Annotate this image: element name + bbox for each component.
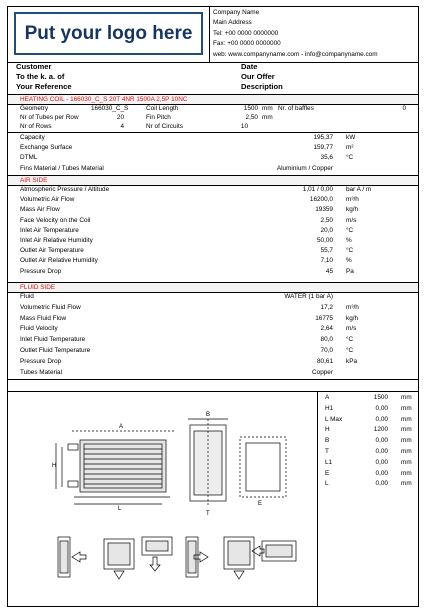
dimension-key: E (325, 469, 330, 477)
date-label: Date (241, 62, 258, 71)
dimension-unit: mm (401, 469, 412, 477)
fin-pitch-unit: mm (262, 114, 273, 121)
company-info (213, 8, 418, 60)
air-row (8, 216, 418, 226)
row-unit: Pa (346, 267, 354, 275)
row-unit: °C (346, 154, 354, 162)
row-unit: bar A / m (346, 186, 372, 193)
row-label: Face Velocity on the Coil (20, 216, 91, 224)
row-value: Copper (312, 368, 333, 376)
row-value: 2,50 (320, 216, 333, 224)
row-label: Inlet Air Temperature (20, 226, 79, 234)
company-tel: Tel: +00 0000 0000000 (213, 29, 279, 37)
offer-label: Our Offer (241, 72, 275, 81)
front-view (56, 431, 174, 504)
dimension-value: 0,00 (375, 437, 388, 445)
row-value: 195,37 (313, 134, 333, 141)
performance-row (8, 164, 418, 174)
fluid-title: FLUID SIDE (20, 284, 56, 291)
dimension-unit: mm (401, 480, 412, 488)
dimension-row (318, 415, 419, 426)
dimension-value: 0,00 (375, 404, 388, 412)
fin-pitch-value: 2,50 (245, 114, 258, 121)
row-value: 16200,0 (309, 196, 333, 204)
dimension-unit: mm (401, 426, 412, 434)
fluid-row (8, 357, 418, 367)
logo-cell (8, 7, 210, 62)
performance-row (8, 153, 418, 163)
baffles-label: Nr. of baffles (278, 105, 314, 112)
tubes-value: 20 (116, 114, 124, 121)
dim-label-a: A (119, 424, 124, 430)
rows-value: 4 (120, 123, 124, 130)
row-unit: % (346, 257, 352, 265)
dimension-unit: mm (401, 458, 412, 466)
row-label: Outlet Air Temperature (20, 247, 84, 255)
logo-placeholder: Put your logo here (14, 12, 203, 55)
dimension-unit: mm (401, 415, 412, 423)
row-value: 50,00 (317, 237, 333, 244)
row-label: Tubes Material (20, 368, 63, 376)
row-label: Outlet Fluid Temperature (20, 347, 91, 354)
row-value: 70,0 (320, 347, 333, 354)
dimension-value: 1500 (373, 394, 388, 401)
dimensions-table (317, 391, 419, 606)
divider (8, 379, 418, 380)
baffles-value: 0 (402, 105, 406, 112)
dimension-key: L1 (325, 458, 333, 466)
dimension-unit: mm (401, 448, 412, 455)
row-label: DTML (20, 154, 38, 162)
coil-technical-drawing (12, 397, 316, 602)
row-unit: kPa (346, 357, 358, 365)
dimension-row (318, 479, 419, 490)
dimension-value: 0,00 (375, 480, 388, 488)
geometry-label: Geometry (20, 105, 49, 112)
dimension-row (318, 447, 419, 458)
dimension-key: H1 (325, 404, 334, 412)
dim-label-h: H (52, 463, 57, 469)
company-address: Main Address (213, 19, 252, 27)
row-unit: m/s (346, 216, 357, 224)
row-value: 20,0 (320, 226, 333, 234)
air-row (8, 195, 418, 205)
air-row (8, 246, 418, 256)
row-unit: m² (346, 144, 354, 152)
row-value: 16775 (315, 314, 333, 322)
divider (8, 62, 418, 63)
row-label: Mass Air Flow (20, 206, 60, 214)
row-label: Exchange Surface (20, 144, 73, 152)
air-row (8, 185, 418, 195)
dimension-unit: mm (401, 437, 412, 445)
row-label: Inlet Fluid Temperature (20, 336, 86, 344)
circuits-value: 10 (240, 123, 248, 130)
dimension-row (318, 393, 419, 404)
coil-length-value: 1500 (243, 105, 258, 112)
dimension-unit: mm (401, 404, 412, 412)
fluid-row (8, 314, 418, 324)
row-value: 1,01 / 0,00 (302, 186, 333, 193)
row-value: 80,61 (317, 357, 333, 365)
row-label: Outlet Air Relative Humidity (20, 257, 98, 265)
row-label: Mass Fluid Flow (20, 314, 67, 322)
row-label: Volumetric Air Flow (20, 196, 75, 204)
dim-label-e: E (258, 501, 263, 507)
row-unit: m³/h (346, 196, 359, 204)
side-view (188, 419, 228, 507)
dimension-row (318, 436, 419, 447)
rows-row (8, 122, 418, 132)
description-label: Description (241, 82, 283, 91)
row-label: Pressure Drop (20, 267, 62, 275)
coil-title: HEATING COIL - 166030_C_S 20T 4NR 1500A 2,5P 10NC (20, 96, 188, 103)
row-unit: kg/h (346, 314, 359, 322)
air-title: AIR SIDE (20, 177, 48, 184)
performance-row (8, 143, 418, 153)
coil-length-unit: mm (262, 105, 273, 112)
row-unit: m³/h (346, 303, 359, 311)
row-unit: °C (346, 336, 354, 344)
performance-row (8, 133, 418, 143)
row-label: Pressure Drop (20, 357, 62, 365)
dim-label-b: B (206, 412, 211, 418)
row-value: 45 (325, 267, 333, 275)
row-value: WATER (1 bar A) (284, 293, 333, 300)
dimension-row (318, 404, 419, 415)
fin-pitch-label: Fin Pitch (146, 114, 171, 121)
dimension-row (318, 469, 419, 480)
top-view (240, 437, 286, 497)
circuits-label: Nr of Circuits (146, 123, 183, 130)
rows-label: Nr of Rows (20, 123, 52, 130)
customer-label: Customer (16, 62, 52, 71)
orientation-diagrams (58, 537, 296, 579)
row-label: Fins Material / Tubes Material (20, 164, 104, 172)
coil-length-label: Coil Length (146, 105, 179, 112)
row-value: 80,0 (320, 336, 333, 344)
row-value: 7,10 (320, 257, 333, 265)
row-label: Inlet Air Relative Humidity (20, 237, 93, 244)
dimension-value: 0,00 (375, 448, 388, 455)
row-unit: kW (346, 134, 356, 141)
reference-label: Your Reference (16, 82, 72, 91)
row-label: Capacity (20, 134, 45, 141)
to-the-label: To the k. a. of (16, 72, 65, 81)
air-row (8, 236, 418, 246)
row-unit: °C (346, 226, 354, 234)
dimension-key: T (325, 448, 329, 455)
fluid-row (8, 292, 418, 302)
company-fax: Fax: +00 0000 0000000 (213, 40, 281, 48)
row-label: Fluid (20, 293, 34, 300)
dimension-value: 0,00 (375, 469, 388, 477)
dimension-unit: mm (401, 394, 412, 401)
company-name: Company Name (213, 9, 260, 16)
air-row (8, 256, 418, 266)
row-value: 55,7 (320, 247, 333, 255)
air-row (8, 205, 418, 215)
dimension-key: L (325, 480, 329, 488)
datasheet (7, 6, 419, 607)
air-row (8, 267, 418, 277)
fluid-row (8, 368, 418, 378)
dimension-key: L Max (325, 415, 343, 423)
row-label: Volumetric Fluid Flow (20, 303, 81, 311)
dim-label-l: L (118, 506, 122, 512)
row-unit: °C (346, 347, 354, 354)
dimension-value: 0,00 (375, 415, 388, 423)
fluid-row (8, 346, 418, 356)
dimension-value: 1200 (373, 426, 388, 434)
tubes-label: Nr of Tubes per Row (20, 114, 79, 121)
company-web: web: www.companyname.com - info@companyname.com (213, 50, 378, 58)
row-unit: m/s (346, 325, 357, 333)
dimension-row (318, 458, 419, 469)
row-value: 159,77 (313, 144, 333, 152)
dimension-key: H (325, 426, 330, 434)
dimension-key: B (325, 437, 330, 445)
geometry-value: 166030_C_S (91, 105, 129, 112)
row-label: Atmospheric Pressure / Altitude (20, 186, 110, 193)
row-value: 35,6 (320, 154, 333, 162)
row-value: Aluminium / Copper (276, 164, 333, 172)
fluid-row (8, 303, 418, 313)
fluid-row (8, 335, 418, 345)
dim-label-t: T (206, 511, 210, 517)
row-value: 2,64 (320, 325, 333, 333)
dimension-key: A (325, 394, 330, 401)
row-unit: kg/h (346, 206, 359, 214)
dimension-row (318, 425, 419, 436)
row-value: 19359 (315, 206, 333, 214)
fluid-row (8, 324, 418, 334)
row-label: Fluid Velocity (20, 325, 58, 333)
row-value: 17,2 (320, 303, 333, 311)
row-unit: °C (346, 247, 354, 255)
air-row (8, 226, 418, 236)
dimension-value: 0,00 (375, 458, 388, 466)
row-unit: % (346, 237, 352, 244)
